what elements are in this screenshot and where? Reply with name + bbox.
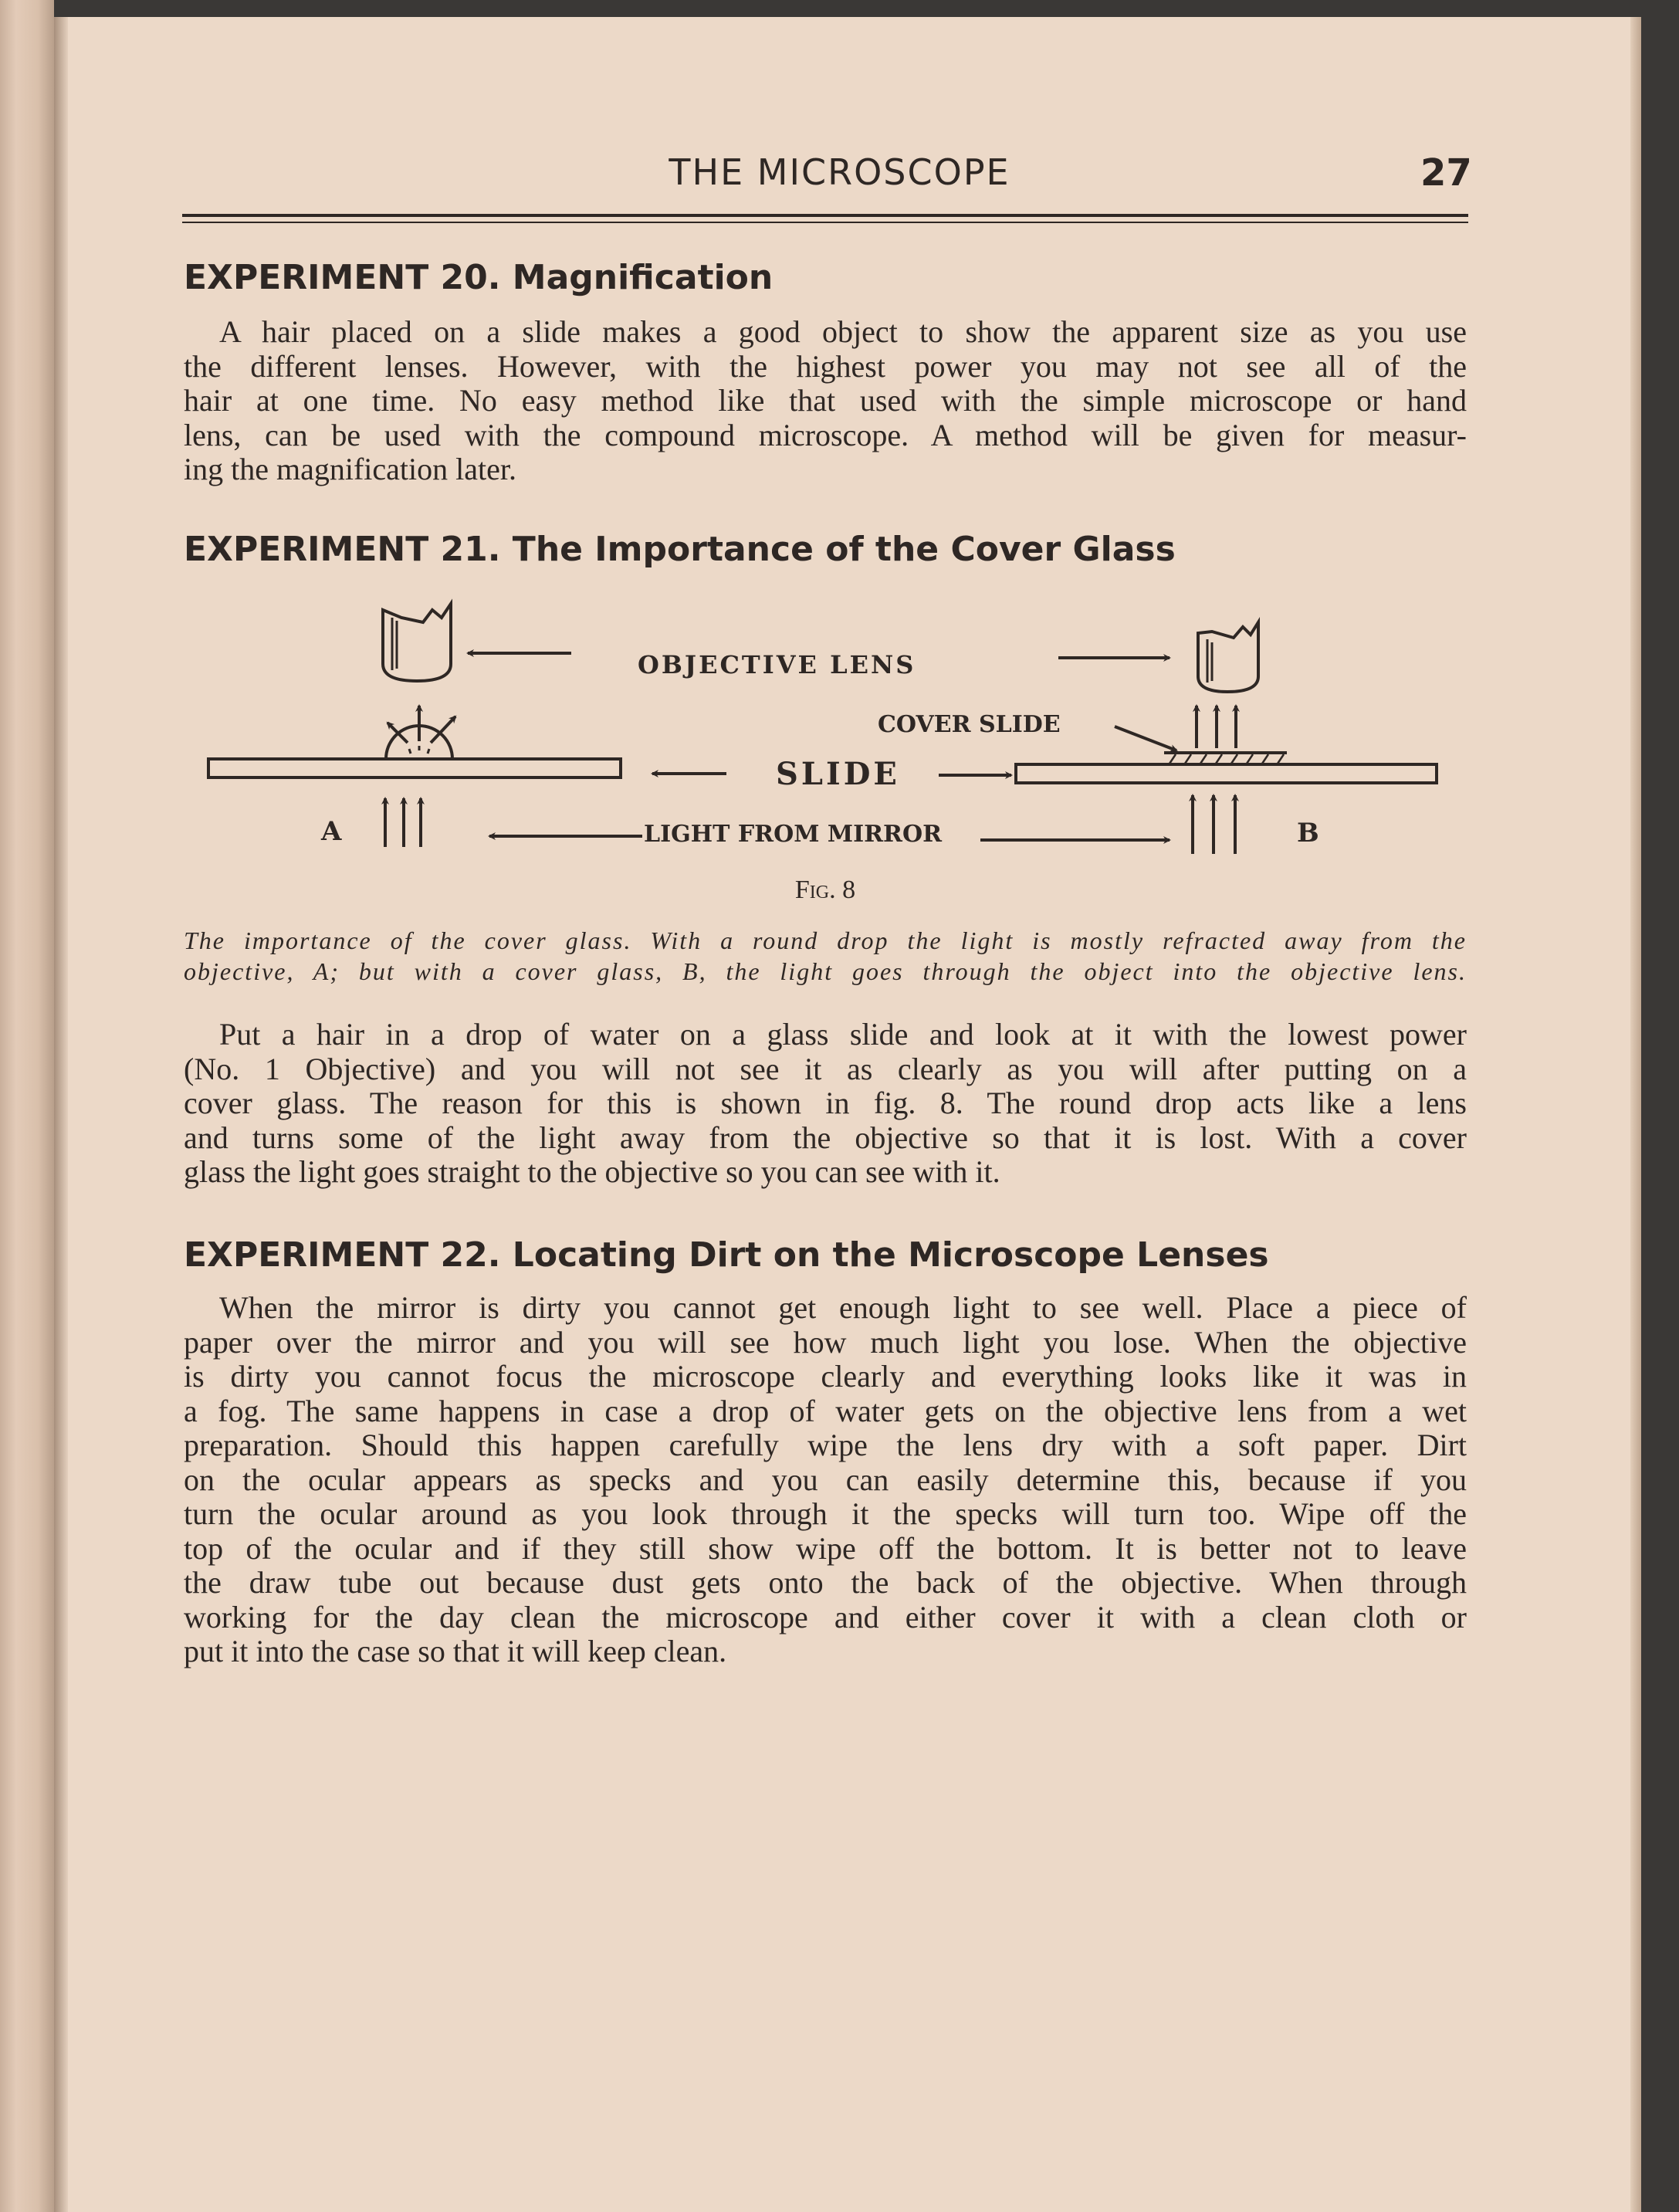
- experiment-22-paragraph: [184, 1291, 1467, 1669]
- experiment-21-paragraph: [184, 1018, 1467, 1190]
- label-light-from-mirror: LIGHT FROM MIRROR: [644, 821, 943, 848]
- text-line: ing the magnification later.: [184, 452, 516, 486]
- slide-left: [208, 759, 621, 777]
- label-slide: SLIDE: [776, 756, 900, 792]
- text-line: A hair placed on a slide makes a good object to show the apparent size as you use: [219, 314, 1467, 349]
- text-line: on the ocular appears as specks and you can easily determine this, because if you: [184, 1462, 1467, 1497]
- text-line: top of the ocular and if they still show wipe off the bottom. It is better not to leave: [184, 1530, 1467, 1566]
- text-line: When the mirror is dirty you cannot get enough light to see well. Place a piece of: [219, 1290, 1467, 1325]
- cover-slide: [1164, 753, 1287, 764]
- text-line: a fog. The same happens in case a drop of water gets on the objective lens from a wet: [184, 1393, 1467, 1428]
- label-b: B: [1297, 818, 1319, 849]
- figure-8-diagram: [0, 0, 1679, 926]
- text-line: paper over the mirror and you will see how much light you lose. When the objective: [184, 1324, 1467, 1360]
- figure-caption: [184, 925, 1467, 987]
- figure-label: Fig. 8: [794, 876, 856, 904]
- caption-line: The importance of the cover glass. With a round drop the light is mostly refracted away from the: [184, 926, 1467, 954]
- text-line: is dirty you cannot focus the microscope clearly and everything looks like it was in: [184, 1359, 1467, 1394]
- experiment-22-heading: EXPERIMENT 22. Locating Dirt on the Microscope Lenses: [184, 1235, 1269, 1275]
- text-line: (No. 1 Objective) and you will not see it as clearly as you will after putting on a: [184, 1051, 1467, 1086]
- experiment-21-heading: EXPERIMENT 21. The Importance of the Cover Glass: [184, 530, 1176, 569]
- text-line: put it into the case so that it will keep clean.: [184, 1634, 727, 1668]
- text-line: the different lenses. However, with the highest power you may not see all of the: [184, 348, 1467, 384]
- label-a: A: [321, 816, 342, 847]
- text-line: Put a hair in a drop of water on a glass slide and look at it with the lowest power: [219, 1017, 1467, 1052]
- text-line: glass the light goes straight to the objective so you can see with it.: [184, 1154, 1000, 1189]
- slide-right: [1016, 764, 1437, 783]
- text-line: hair at one time. No easy method like that used with the simple microscope or hand: [184, 383, 1467, 418]
- objective-lens-right-icon: [1198, 622, 1258, 692]
- experiment-20-heading: EXPERIMENT 20. Magnification: [184, 258, 773, 297]
- label-objective-lens: OBJECTIVE LENS: [638, 650, 916, 679]
- running-title: THE MICROSCOPE: [669, 151, 1010, 193]
- page-number: 27: [1420, 151, 1472, 195]
- arrow-cover-slide: [1115, 727, 1176, 750]
- caption-line: objective, A; but with a cover glass, B, the light goes through the object into the objective lens.: [184, 957, 1467, 985]
- text-line: the draw tube out because dust gets onto the back of the objective. When through: [184, 1565, 1467, 1600]
- text-line: working for the day clean the microscope and either cover it with a clean cloth or: [184, 1599, 1467, 1634]
- text-line: preparation. Should this happen carefully wipe the lens dry with a soft paper. Dirt: [184, 1428, 1467, 1462]
- text-line: cover glass. The reason for this is shown in fig. 8. The round drop acts like a lens: [184, 1086, 1467, 1120]
- text-line: and turns some of the light away from the objective so that it is lost. With a cover: [184, 1120, 1467, 1155]
- text-line: lens, can be used with the compound microscope. A method will be given for measur-: [184, 417, 1467, 452]
- text-line: turn the ocular around as you look through it the specks will turn too. Wipe off the: [184, 1496, 1467, 1531]
- objective-lens-left-icon: [383, 604, 451, 681]
- label-cover-slide: COVER SLIDE: [878, 711, 1061, 738]
